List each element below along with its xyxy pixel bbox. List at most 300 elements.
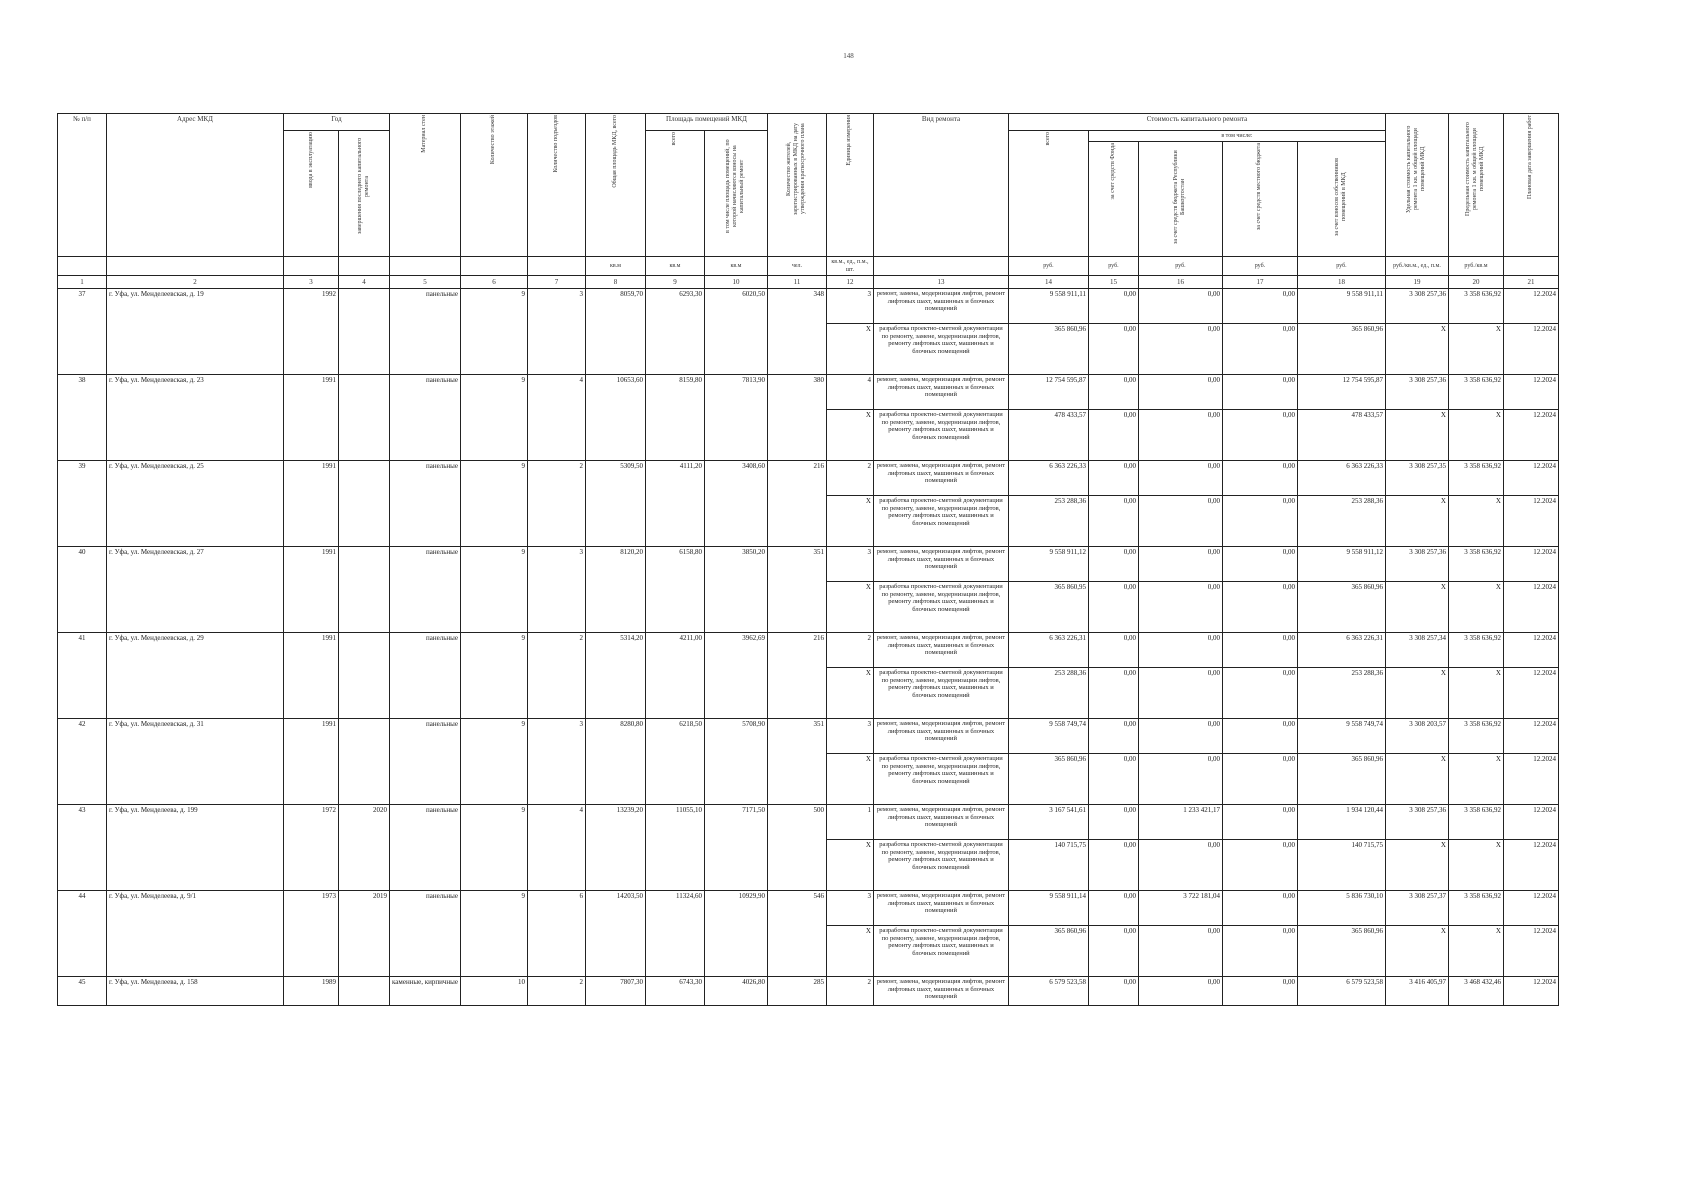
floors-count: 9 <box>460 719 527 805</box>
column-number-cell: 17 <box>1222 276 1297 289</box>
unit-cost: X <box>1385 754 1448 805</box>
work-quantity: 3 <box>826 289 873 324</box>
cost-owners: 12 754 595,87 <box>1297 375 1385 410</box>
commission-year: 1992 <box>284 289 339 375</box>
work-type: ремонт, замена, модернизация лифтов, ремонт лифтовых шахт, машинных и блочных помещений <box>873 461 1008 496</box>
residents-count: 216 <box>767 633 826 719</box>
work-quantity: 3 <box>826 891 873 926</box>
wall-material: панельные <box>390 805 461 891</box>
cost-fund: 0,00 <box>1088 977 1138 1006</box>
table-row <box>58 633 1559 668</box>
work-type: ремонт, замена, модернизация лифтов, ремонт лифтовых шахт, машинных и блочных помещений <box>873 719 1008 754</box>
work-type: ремонт, замена, модернизация лифтов, ремонт лифтовых шахт, машинных и блочных помещений <box>873 805 1008 840</box>
unit-cell <box>284 257 339 276</box>
cost-total: 9 558 749,74 <box>1008 719 1088 754</box>
cost-owners: 1 934 120,44 <box>1297 805 1385 840</box>
col-address-header: Адрес МКД <box>107 114 284 257</box>
unit-cost: 3 308 257,34 <box>1385 633 1448 668</box>
entrances-count: 3 <box>527 719 585 805</box>
unit-cost: X <box>1385 668 1448 719</box>
cost-local: 0,00 <box>1222 582 1297 633</box>
cost-local: 0,00 <box>1222 633 1297 668</box>
cost-owners: 6 363 226,31 <box>1297 633 1385 668</box>
planned-date: 12.2024 <box>1503 805 1558 840</box>
unit-cell: руб. <box>1088 257 1138 276</box>
col-wall-header: Материал стен <box>390 114 461 257</box>
cost-local: 0,00 <box>1222 840 1297 891</box>
capital-area: 7813,90 <box>704 375 767 461</box>
unit-cell <box>58 257 107 276</box>
cost-fund: 0,00 <box>1088 840 1138 891</box>
floors-count: 9 <box>460 547 527 633</box>
cost-republic: 0,00 <box>1138 668 1222 719</box>
unit-cost: 3 308 257,35 <box>1385 461 1448 496</box>
unit-cost: X <box>1385 840 1448 891</box>
capital-area: 7171,50 <box>704 805 767 891</box>
total-area: 8120,20 <box>585 547 645 633</box>
table-row <box>58 547 1559 582</box>
column-number-cell: 6 <box>460 276 527 289</box>
limit-cost: 3 358 636,92 <box>1448 547 1503 582</box>
last-repair-year <box>339 289 390 375</box>
table-row <box>58 891 1559 926</box>
limit-cost: X <box>1448 668 1503 719</box>
house-address: г. Уфа, ул. Менделеевская, д. 29 <box>107 633 284 719</box>
cost-fund: 0,00 <box>1088 891 1138 926</box>
cost-republic: 0,00 <box>1138 926 1222 977</box>
cost-total: 9 558 911,14 <box>1008 891 1088 926</box>
col-cost-total-header: всего <box>1008 131 1088 257</box>
work-type: разработка проектно-сметной документации по ремонту, замене, модернизации лифтов, ремонту лифтовых шахт, машинных и блочных помещений <box>873 926 1008 977</box>
unit-cost: X <box>1385 926 1448 977</box>
planned-date: 12.2024 <box>1503 754 1558 805</box>
cost-republic: 0,00 <box>1138 289 1222 324</box>
cost-owners: 478 433,57 <box>1297 410 1385 461</box>
unit-cell: кв.м <box>704 257 767 276</box>
floors-count: 9 <box>460 289 527 375</box>
wall-material: панельные <box>390 375 461 461</box>
cost-republic: 0,00 <box>1138 754 1222 805</box>
unit-cell: руб. <box>1008 257 1088 276</box>
work-type: разработка проектно-сметной документации по ремонту, замене, модернизации лифтов, ремонту лифтовых шахт, машинных и блочных помещений <box>873 840 1008 891</box>
row-number: 45 <box>58 977 107 1006</box>
floors-count: 9 <box>460 891 527 977</box>
cost-republic: 0,00 <box>1138 496 1222 547</box>
entrances-count: 4 <box>527 805 585 891</box>
column-number-cell: 4 <box>339 276 390 289</box>
cost-local: 0,00 <box>1222 719 1297 754</box>
total-area: 10653,60 <box>585 375 645 461</box>
table-row <box>58 977 1559 1006</box>
col-last-repair-header: завершения последнего капитального ремонта <box>339 131 390 257</box>
col-incl-header: в том числе: <box>1088 131 1385 142</box>
last-repair-year: 2020 <box>339 805 390 891</box>
wall-material: панельные <box>390 719 461 805</box>
row-number: 40 <box>58 547 107 633</box>
work-quantity: X <box>826 324 873 375</box>
cost-republic: 0,00 <box>1138 719 1222 754</box>
unit-cost: X <box>1385 324 1448 375</box>
unit-cost: X <box>1385 496 1448 547</box>
floors-count: 9 <box>460 375 527 461</box>
table-row <box>58 375 1559 410</box>
unit-cost: X <box>1385 582 1448 633</box>
capital-area: 3850,20 <box>704 547 767 633</box>
column-number-cell: 2 <box>107 276 284 289</box>
work-type: разработка проектно-сметной документации по ремонту, замене, модернизации лифтов, ремонту лифтовых шахт, машинных и блочных помещений <box>873 324 1008 375</box>
cost-local: 0,00 <box>1222 461 1297 496</box>
house-address: г. Уфа, ул. Менделеевская, д. 19 <box>107 289 284 375</box>
cost-fund: 0,00 <box>1088 582 1138 633</box>
column-number-cell: 7 <box>527 276 585 289</box>
work-type: разработка проектно-сметной документации по ремонту, замене, модернизации лифтов, ремонту лифтовых шахт, машинных и блочных помещений <box>873 754 1008 805</box>
unit-cell <box>390 257 461 276</box>
planned-date: 12.2024 <box>1503 324 1558 375</box>
cost-republic: 0,00 <box>1138 410 1222 461</box>
cost-owners: 9 558 911,12 <box>1297 547 1385 582</box>
planned-date: 12.2024 <box>1503 461 1558 496</box>
column-number-cell: 16 <box>1138 276 1222 289</box>
cost-local: 0,00 <box>1222 410 1297 461</box>
unit-cost: 3 308 257,36 <box>1385 375 1448 410</box>
cost-total: 253 288,36 <box>1008 668 1088 719</box>
unit-cell: кв.м., ед., п.м., шт. <box>826 257 873 276</box>
cost-total: 365 860,96 <box>1008 754 1088 805</box>
last-repair-year <box>339 547 390 633</box>
col-year-group-header: Год <box>284 114 390 131</box>
work-type: ремонт, замена, модернизация лифтов, ремонт лифтовых шахт, машинных и блочных помещений <box>873 891 1008 926</box>
column-number-cell: 5 <box>390 276 461 289</box>
house-address: г. Уфа, ул. Менделеева, д. 199 <box>107 805 284 891</box>
last-repair-year <box>339 719 390 805</box>
col-residents-header: Количество жителей, зарегистрированных в МКД на дату утверждения краткосрочного плана <box>767 114 826 257</box>
cost-owners: 365 860,96 <box>1297 324 1385 375</box>
planned-date: 12.2024 <box>1503 668 1558 719</box>
cost-owners: 9 558 749,74 <box>1297 719 1385 754</box>
row-number: 39 <box>58 461 107 547</box>
work-quantity: 1 <box>826 805 873 840</box>
commission-year: 1991 <box>284 461 339 547</box>
col-limit-cost-header: Предельная стоимость капитального ремонта 1 кв. м общей площади помещений МКД <box>1448 114 1503 257</box>
work-type: разработка проектно-сметной документации по ремонту, замене, модернизации лифтов, ремонту лифтовых шахт, машинных и блочных помещений <box>873 496 1008 547</box>
work-quantity: X <box>826 668 873 719</box>
limit-cost: 3 358 636,92 <box>1448 633 1503 668</box>
total-area: 8059,70 <box>585 289 645 375</box>
residents-count: 351 <box>767 719 826 805</box>
column-number-cell: 13 <box>873 276 1008 289</box>
col-republic-header: за счет средств бюджета Республики Башкортостан <box>1138 142 1222 257</box>
column-number-cell: 10 <box>704 276 767 289</box>
last-repair-year <box>339 461 390 547</box>
cost-local: 0,00 <box>1222 547 1297 582</box>
cost-total: 365 860,95 <box>1008 582 1088 633</box>
col-floors-header: Количество этажей <box>460 114 527 257</box>
col-premises-capital-header: в том числе площадь помещений, по которой начисляются взносы на капитальный ремонт <box>704 131 767 257</box>
unit-cell: руб./кв.м <box>1448 257 1503 276</box>
col-unit-header: Единица измерения <box>826 114 873 257</box>
units-row <box>58 257 1559 276</box>
entrances-count: 2 <box>527 461 585 547</box>
wall-material: панельные <box>390 461 461 547</box>
work-quantity: 2 <box>826 461 873 496</box>
unit-cell <box>107 257 284 276</box>
limit-cost: X <box>1448 926 1503 977</box>
cost-republic: 0,00 <box>1138 633 1222 668</box>
wall-material: каменные, кирпичные <box>390 977 461 1006</box>
commission-year: 1972 <box>284 805 339 891</box>
floors-count: 9 <box>460 805 527 891</box>
capital-area: 4026,80 <box>704 977 767 1006</box>
cost-local: 0,00 <box>1222 805 1297 840</box>
cost-fund: 0,00 <box>1088 496 1138 547</box>
premises-area: 6293,30 <box>645 289 704 375</box>
commission-year: 1989 <box>284 977 339 1006</box>
floors-count: 10 <box>460 977 527 1006</box>
planned-date: 12.2024 <box>1503 375 1558 410</box>
total-area: 8280,80 <box>585 719 645 805</box>
unit-cost: X <box>1385 410 1448 461</box>
residents-count: 348 <box>767 289 826 375</box>
premises-area: 6218,50 <box>645 719 704 805</box>
cost-republic: 3 722 181,04 <box>1138 891 1222 926</box>
work-quantity: 2 <box>826 977 873 1006</box>
work-quantity: X <box>826 410 873 461</box>
house-address: г. Уфа, ул. Менделеевская, д. 31 <box>107 719 284 805</box>
entrances-count: 3 <box>527 289 585 375</box>
capital-area: 3408,60 <box>704 461 767 547</box>
capital-repair-plan-sheet <box>57 113 1559 1006</box>
cost-fund: 0,00 <box>1088 547 1138 582</box>
column-number-cell: 15 <box>1088 276 1138 289</box>
cost-fund: 0,00 <box>1088 668 1138 719</box>
unit-cell: руб. <box>1138 257 1222 276</box>
capital-area: 6020,50 <box>704 289 767 375</box>
limit-cost: 3 468 432,46 <box>1448 977 1503 1006</box>
work-quantity: X <box>826 582 873 633</box>
cost-local: 0,00 <box>1222 324 1297 375</box>
limit-cost: 3 358 636,92 <box>1448 461 1503 496</box>
column-number-cell: 8 <box>585 276 645 289</box>
house-address: г. Уфа, ул. Менделеева, д. 158 <box>107 977 284 1006</box>
work-quantity: X <box>826 496 873 547</box>
table-row <box>58 289 1559 324</box>
work-quantity: 2 <box>826 633 873 668</box>
cost-fund: 0,00 <box>1088 410 1138 461</box>
premises-area: 6743,30 <box>645 977 704 1006</box>
wall-material: панельные <box>390 633 461 719</box>
work-type: разработка проектно-сметной документации по ремонту, замене, модернизации лифтов, ремонту лифтовых шахт, машинных и блочных помещений <box>873 410 1008 461</box>
wall-material: панельные <box>390 547 461 633</box>
cost-total: 6 363 226,33 <box>1008 461 1088 496</box>
capital-repair-table <box>57 113 1559 1006</box>
unit-cost: 3 308 257,36 <box>1385 547 1448 582</box>
limit-cost: 3 358 636,92 <box>1448 891 1503 926</box>
cost-total: 9 558 911,12 <box>1008 547 1088 582</box>
total-area: 13239,20 <box>585 805 645 891</box>
col-premises-group-header: Площадь помещений МКД <box>645 114 767 131</box>
last-repair-year <box>339 977 390 1006</box>
entrances-count: 3 <box>527 547 585 633</box>
unit-cell: кв.м <box>645 257 704 276</box>
last-repair-year: 2019 <box>339 891 390 977</box>
cost-owners: 365 860,96 <box>1297 926 1385 977</box>
capital-area: 10929,90 <box>704 891 767 977</box>
limit-cost: 3 358 636,92 <box>1448 719 1503 754</box>
house-address: г. Уфа, ул. Менделеевская, д. 27 <box>107 547 284 633</box>
column-numbers-row <box>58 276 1559 289</box>
planned-date: 12.2024 <box>1503 496 1558 547</box>
unit-cost: 3 308 257,37 <box>1385 891 1448 926</box>
premises-area: 11324,60 <box>645 891 704 977</box>
work-type: ремонт, замена, модернизация лифтов, ремонт лифтовых шахт, машинных и блочных помещений <box>873 547 1008 582</box>
row-number: 37 <box>58 289 107 375</box>
unit-cell: руб./кв.м., ед., п.м. <box>1385 257 1448 276</box>
last-repair-year <box>339 375 390 461</box>
cost-fund: 0,00 <box>1088 375 1138 410</box>
limit-cost: X <box>1448 840 1503 891</box>
unit-cell <box>339 257 390 276</box>
row-number: 44 <box>58 891 107 977</box>
unit-cost: 3 416 405,97 <box>1385 977 1448 1006</box>
wall-material: панельные <box>390 891 461 977</box>
cost-owners: 9 558 911,11 <box>1297 289 1385 324</box>
cost-republic: 0,00 <box>1138 977 1222 1006</box>
unit-cell: руб. <box>1297 257 1385 276</box>
col-no-header: № п/п <box>58 114 107 257</box>
cost-fund: 0,00 <box>1088 461 1138 496</box>
unit-cell <box>873 257 1008 276</box>
limit-cost: 3 358 636,92 <box>1448 805 1503 840</box>
residents-count: 285 <box>767 977 826 1006</box>
row-number: 42 <box>58 719 107 805</box>
wall-material: панельные <box>390 289 461 375</box>
total-area: 5309,50 <box>585 461 645 547</box>
work-quantity: X <box>826 926 873 977</box>
col-entrances-header: Количество подъездов <box>527 114 585 257</box>
work-quantity: X <box>826 840 873 891</box>
col-premises-total-header: всего <box>645 131 704 257</box>
limit-cost: X <box>1448 324 1503 375</box>
cost-total: 3 167 541,61 <box>1008 805 1088 840</box>
row-number: 41 <box>58 633 107 719</box>
column-number-cell: 9 <box>645 276 704 289</box>
cost-local: 0,00 <box>1222 977 1297 1006</box>
col-cost-group-header: Стоимость капитального ремонта <box>1008 114 1385 131</box>
unit-cell <box>527 257 585 276</box>
page-number: 148 <box>843 52 854 60</box>
work-type: разработка проектно-сметной документации по ремонту, замене, модернизации лифтов, ремонту лифтовых шахт, машинных и блочных помещений <box>873 668 1008 719</box>
residents-count: 351 <box>767 547 826 633</box>
column-number-cell: 18 <box>1297 276 1385 289</box>
cost-total: 365 860,96 <box>1008 926 1088 977</box>
limit-cost: X <box>1448 582 1503 633</box>
cost-owners: 253 288,36 <box>1297 496 1385 547</box>
cost-local: 0,00 <box>1222 926 1297 977</box>
entrances-count: 4 <box>527 375 585 461</box>
unit-cell: кв.м <box>585 257 645 276</box>
house-address: г. Уфа, ул. Менделеевская, д. 23 <box>107 375 284 461</box>
planned-date: 12.2024 <box>1503 289 1558 324</box>
column-number-cell: 14 <box>1008 276 1088 289</box>
residents-count: 380 <box>767 375 826 461</box>
planned-date: 12.2024 <box>1503 547 1558 582</box>
unit-cell <box>460 257 527 276</box>
cost-owners: 365 860,96 <box>1297 754 1385 805</box>
commission-year: 1991 <box>284 375 339 461</box>
cost-owners: 6 579 523,58 <box>1297 977 1385 1006</box>
cost-owners: 5 836 730,10 <box>1297 891 1385 926</box>
cost-total: 6 363 226,31 <box>1008 633 1088 668</box>
cost-fund: 0,00 <box>1088 926 1138 977</box>
limit-cost: 3 358 636,92 <box>1448 289 1503 324</box>
cost-fund: 0,00 <box>1088 289 1138 324</box>
capital-area: 3962,69 <box>704 633 767 719</box>
work-type: разработка проектно-сметной документации по ремонту, замене, модернизации лифтов, ремонту лифтовых шахт, машинных и блочных помещений <box>873 582 1008 633</box>
premises-area: 4111,20 <box>645 461 704 547</box>
limit-cost: X <box>1448 410 1503 461</box>
cost-total: 6 579 523,58 <box>1008 977 1088 1006</box>
unit-cell: чел. <box>767 257 826 276</box>
cost-total: 253 288,36 <box>1008 496 1088 547</box>
total-area: 5314,20 <box>585 633 645 719</box>
premises-area: 6158,80 <box>645 547 704 633</box>
cost-local: 0,00 <box>1222 754 1297 805</box>
last-repair-year <box>339 633 390 719</box>
unit-cell: руб. <box>1222 257 1297 276</box>
column-number-cell: 19 <box>1385 276 1448 289</box>
unit-cost: 3 308 257,36 <box>1385 805 1448 840</box>
cost-local: 0,00 <box>1222 668 1297 719</box>
work-quantity: 4 <box>826 375 873 410</box>
cost-owners: 140 715,75 <box>1297 840 1385 891</box>
table-row <box>58 805 1559 840</box>
cost-total: 140 715,75 <box>1008 840 1088 891</box>
cost-local: 0,00 <box>1222 496 1297 547</box>
planned-date: 12.2024 <box>1503 719 1558 754</box>
row-number: 43 <box>58 805 107 891</box>
cost-fund: 0,00 <box>1088 324 1138 375</box>
cost-republic: 0,00 <box>1138 324 1222 375</box>
col-total-area-header: Общая площадь МКД, всего <box>585 114 645 257</box>
premises-area: 11055,10 <box>645 805 704 891</box>
col-unit-cost-header: Удельная стоимость капитального ремонта 1 кв. м общей площади помещений МКД <box>1385 114 1448 257</box>
commission-year: 1991 <box>284 719 339 805</box>
limit-cost: X <box>1448 496 1503 547</box>
cost-fund: 0,00 <box>1088 633 1138 668</box>
limit-cost: 3 358 636,92 <box>1448 375 1503 410</box>
work-type: ремонт, замена, модернизация лифтов, ремонт лифтовых шахт, машинных и блочных помещений <box>873 375 1008 410</box>
cost-owners: 253 288,36 <box>1297 668 1385 719</box>
col-fund-header: за счет средств Фонда <box>1088 142 1138 257</box>
cost-local: 0,00 <box>1222 891 1297 926</box>
premises-area: 8159,80 <box>645 375 704 461</box>
cost-total: 478 433,57 <box>1008 410 1088 461</box>
work-type: ремонт, замена, модернизация лифтов, ремонт лифтовых шахт, машинных и блочных помещений <box>873 633 1008 668</box>
planned-date: 12.2024 <box>1503 977 1558 1006</box>
col-work-type-header: Вид ремонта <box>873 114 1008 257</box>
residents-count: 500 <box>767 805 826 891</box>
entrances-count: 2 <box>527 977 585 1006</box>
planned-date: 12.2024 <box>1503 926 1558 977</box>
column-number-cell: 21 <box>1503 276 1558 289</box>
planned-date: 12.2024 <box>1503 410 1558 461</box>
entrances-count: 2 <box>527 633 585 719</box>
column-number-cell: 11 <box>767 276 826 289</box>
work-type: ремонт, замена, модернизация лифтов, ремонт лифтовых шахт, машинных и блочных помещений <box>873 289 1008 324</box>
cost-republic: 0,00 <box>1138 375 1222 410</box>
work-type: ремонт, замена, модернизация лифтов, ремонт лифтовых шахт, машинных и блочных помещений <box>873 977 1008 1006</box>
unit-cell <box>1503 257 1558 276</box>
